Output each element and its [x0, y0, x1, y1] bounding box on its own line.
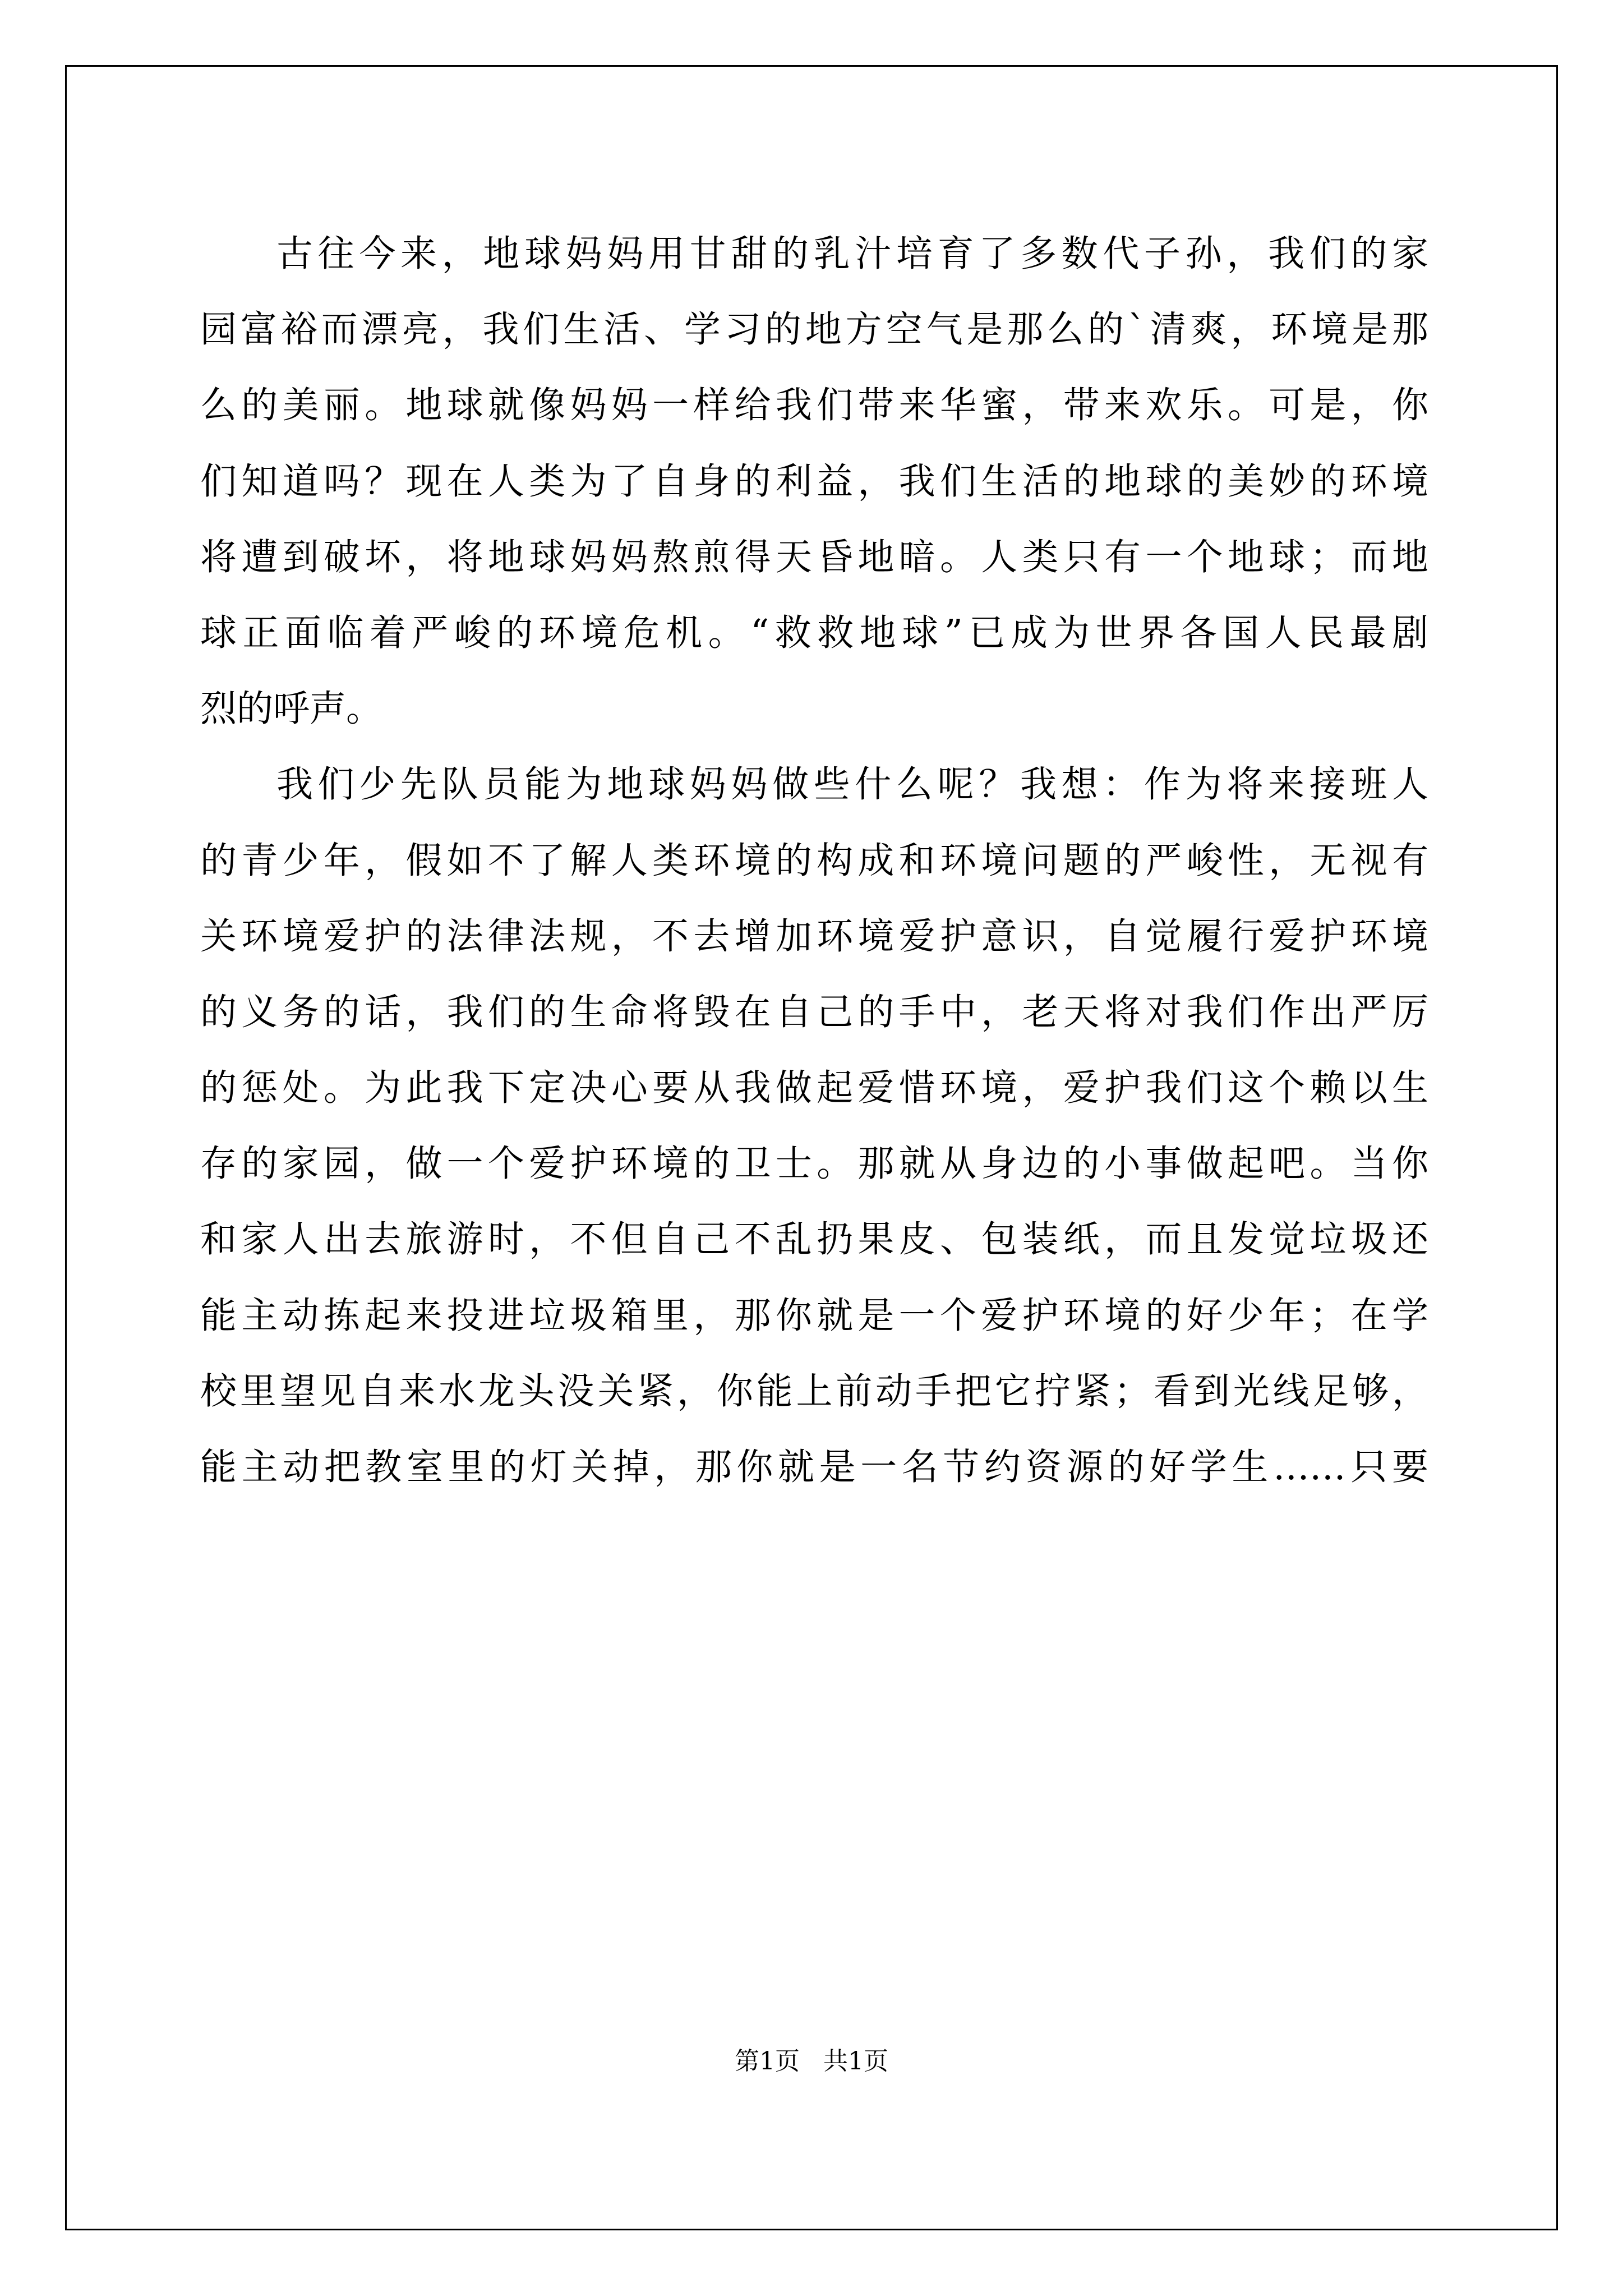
paragraph-1-line-2: 园富裕而漂亮，我们生活、学习的地方空气是那么的`清爽，环境是那 — [200, 309, 1428, 351]
paragraph-2-line-8: 能主动拣起来投进垃圾箱里，那你就是一个爱护环境的好少年；在学 — [200, 1294, 1428, 1337]
paragraph-2-line-6: 存的家园，做一个爱护环境的卫士。那就从身边的小事做起吧。当你 — [200, 1143, 1428, 1185]
paragraph-2-line-3: 关环境爱护的法律法规，不去增加环境爱护意识，自觉履行爱护环境 — [200, 915, 1428, 958]
paragraph-1-line-3: 么的美丽。地球就像妈妈一样给我们带来华蜜，带来欢乐。可是，你 — [200, 384, 1428, 427]
paragraph-2-line-9: 校里望见自来水龙头没关紧，你能上前动手把它拧紧；看到光线足够， — [200, 1370, 1428, 1412]
paragraph-1-line-5: 将遭到破坏，将地球妈妈熬煎得天昏地暗。人类只有一个地球；而地 — [200, 536, 1428, 578]
paragraph-2-line-7: 和家人出去旅游时，不但自己不乱扔果皮、包装纸，而且发觉垃圾还 — [200, 1218, 1428, 1261]
paragraph-1-line-6: 球正面临着严峻的环境危机。“救救地球”已成为世界各国人民最剧 — [200, 611, 1428, 654]
paragraph-1-line-7: 烈的呼声。 — [200, 688, 383, 730]
paragraph-2-line-5: 的惩处。为此我下定决心要从我做起爱惜环境，爱护我们这个赖以生 — [200, 1067, 1428, 1110]
paragraph-2-line-2: 的青少年，假如不了解人类环境的构成和环境问题的严峻性，无视有 — [200, 839, 1428, 882]
paragraph-2-line-1: 我们少先队员能为地球妈妈做些什么呢？我想：作为将来接班人 — [276, 763, 1428, 806]
paragraph-1-line-4: 们知道吗？现在人类为了自身的利益，我们生活的地球的美妙的环境 — [200, 460, 1428, 503]
page-number-footer: 第1页 共1页 — [735, 2047, 888, 2076]
paragraph-1-line-1: 古往今来，地球妈妈用甘甜的乳汁培育了多数代子孙，我们的家 — [276, 233, 1428, 275]
paragraph-2-line-10: 能主动把教室里的灯关掉，那你就是一名节约资源的好学生……只要 — [200, 1446, 1428, 1488]
document-body — [200, 216, 1428, 1505]
paragraph-2-line-4: 的义务的话，我们的生命将毁在自己的手中，老天将对我们作出严厉 — [200, 991, 1428, 1033]
